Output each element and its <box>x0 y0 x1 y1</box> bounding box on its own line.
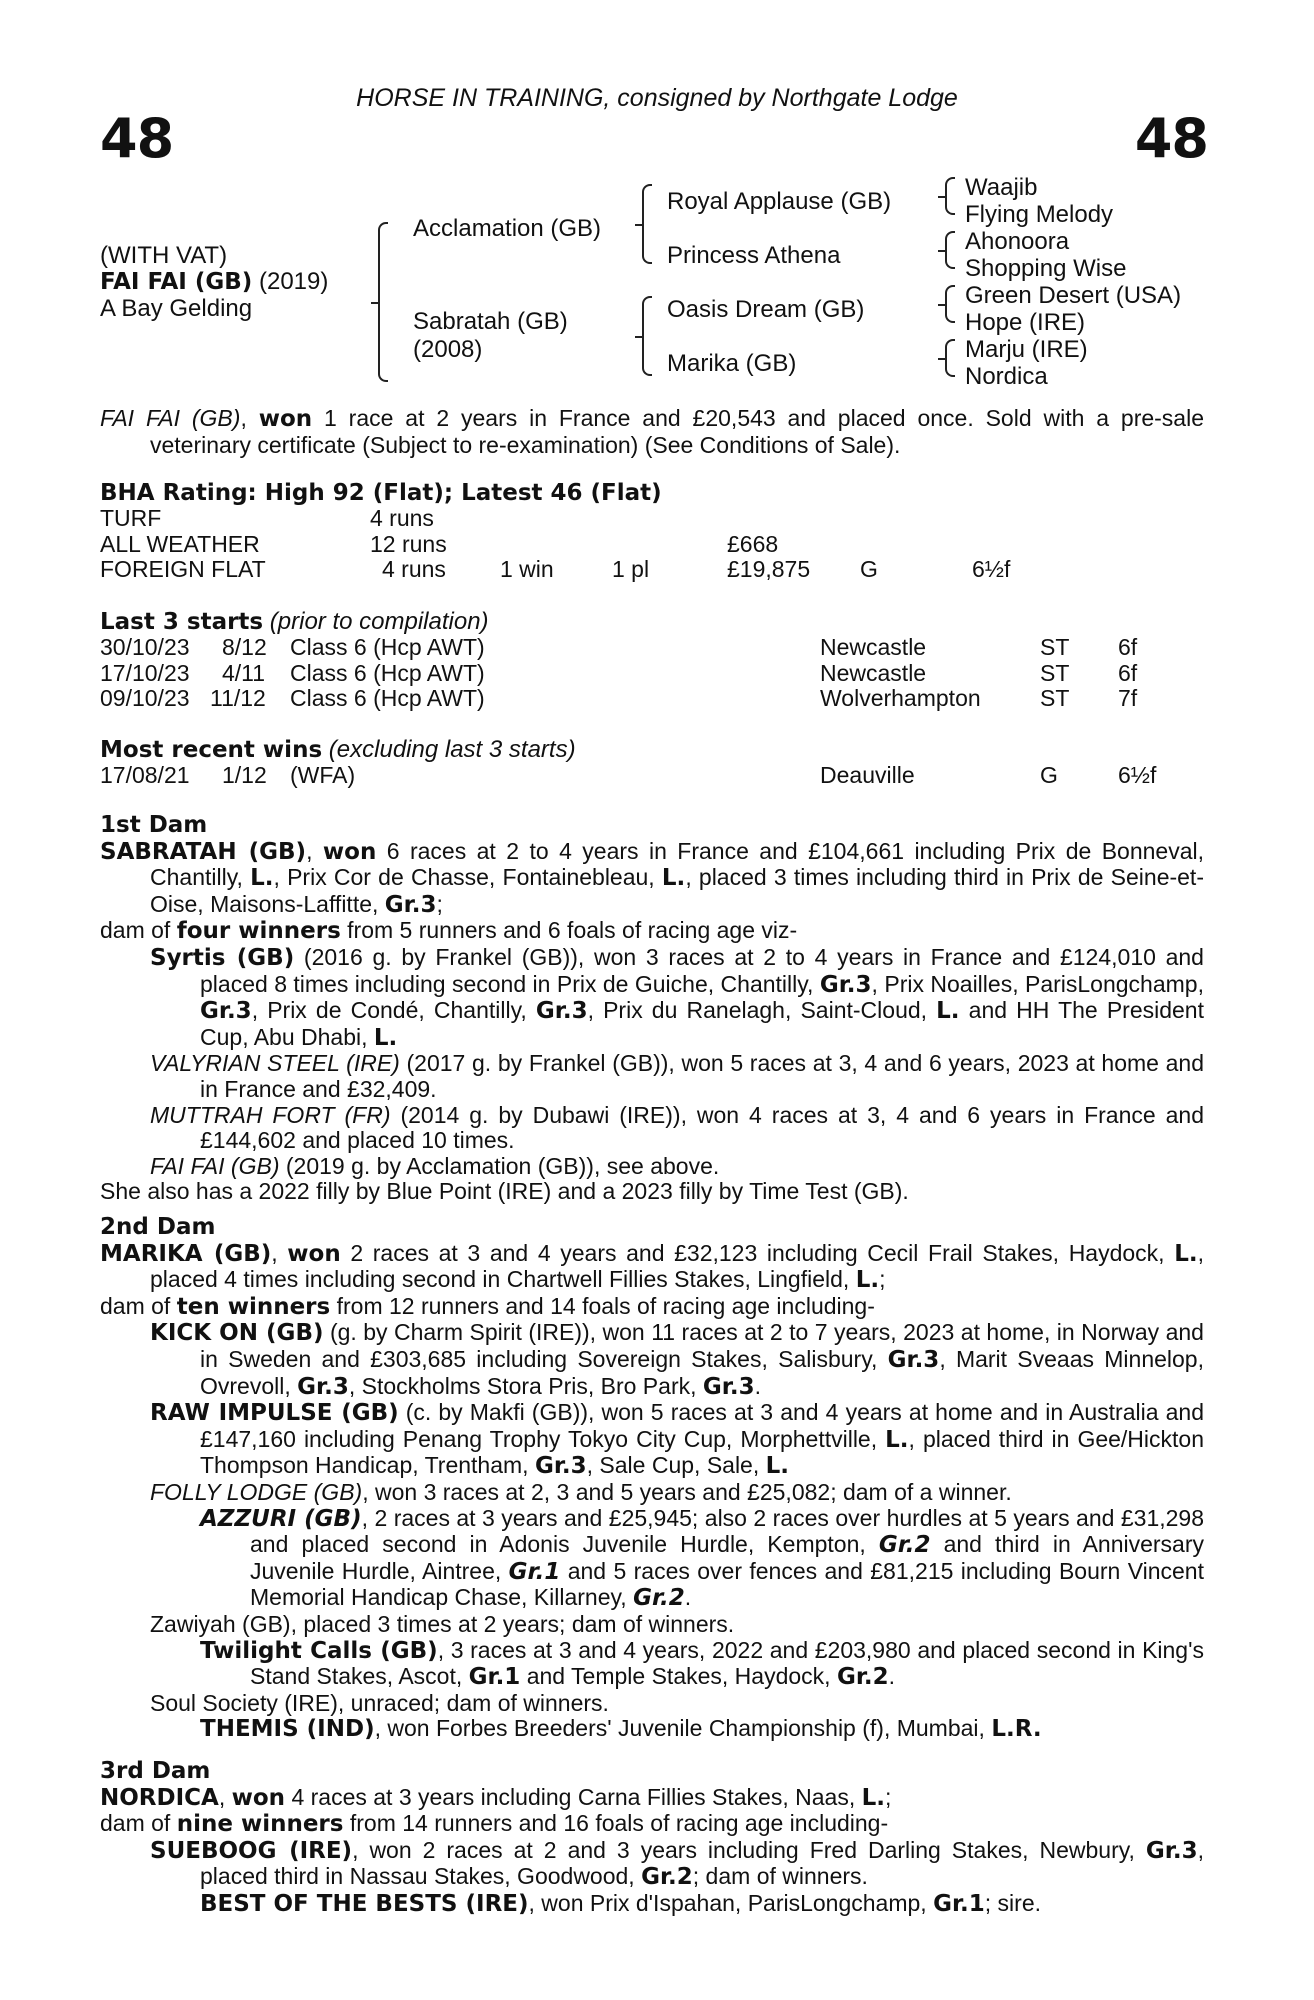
vat-label: (WITH VAT) <box>100 242 228 269</box>
start-row <box>100 660 1204 686</box>
progeny-entry: Soul Society (IRE), unraced; dam of winners. <box>150 1689 609 1716</box>
dam-year: (2008) <box>413 336 483 363</box>
rating-surface: TURF <box>100 505 162 531</box>
sire-dam: Princess Athena <box>667 242 841 269</box>
rating-table <box>100 505 1204 582</box>
win-class: (WFA) <box>290 762 356 788</box>
win-row <box>100 762 1204 788</box>
start-course: Newcastle <box>820 659 927 686</box>
start-class: Class 6 (Hcp AWT) <box>290 634 485 660</box>
horse-name: FAI FAI (GB) <box>100 269 253 295</box>
start-position: 11/12 <box>210 685 266 712</box>
last3-heading: Last 3 starts (prior to compilation) <box>100 608 489 635</box>
dam-name: NORDICA <box>100 1784 219 1811</box>
start-class: Class 6 (Hcp AWT) <box>290 685 485 712</box>
first-dam-heading: 1st Dam <box>100 812 208 838</box>
horse-year: (2019) <box>252 268 329 295</box>
recent-table <box>100 762 1204 788</box>
gg-2: Flying Melody <box>965 201 1114 228</box>
rating-row <box>100 556 1204 582</box>
gg-5: Green Desert (USA) <box>965 282 1182 309</box>
start-distance: 6f <box>1118 659 1138 686</box>
start-going: ST <box>1040 659 1070 686</box>
progeny-entry: FOLLY LODGE (GB), won 3 races at 2, 3 and 5 years and £25,082; dam of a winner. <box>150 1478 1012 1505</box>
gg-3: Ahonoora <box>965 228 1070 255</box>
progeny-entry: Twilight Calls (GB), 3 races at 3 and 4 years, 2022 and £203,980 and placed second in King's Stand Stakes, Ascot, Gr.1 and Temple Stakes, Haydock, Gr.2. <box>200 1636 1204 1691</box>
rating-distance: 6½f <box>972 556 1011 583</box>
gg-7: Marju (IRE) <box>965 336 1088 363</box>
win-date: 17/08/21 <box>100 762 190 788</box>
third-dam-heading: 3rd Dam <box>100 1758 211 1784</box>
rating-going: G <box>860 556 878 583</box>
sire-sire: Royal Applause (GB) <box>667 188 892 215</box>
dam-sire: Oasis Dream (GB) <box>667 296 865 323</box>
start-date: 30/10/23 <box>100 634 190 660</box>
summary-won: won <box>258 406 313 432</box>
rating-surface: FOREIGN FLAT <box>100 556 266 583</box>
summary-name: FAI FAI (GB) <box>100 405 241 431</box>
start-going: ST <box>1040 685 1070 712</box>
start-class: Class 6 (Hcp AWT) <box>290 659 485 686</box>
lot-number-right: 48 <box>1134 107 1208 170</box>
start-distance: 7f <box>1118 685 1138 712</box>
progeny-entry: FAI FAI (GB) (2019 g. by Acclamation (GB)), see above. <box>150 1152 720 1179</box>
rating-surface: ALL WEATHER <box>100 530 260 557</box>
start-course: Newcastle <box>820 634 927 660</box>
brace-parents <box>378 222 388 382</box>
progeny-entry: Syrtis (GB) (2016 g. by Frankel (GB)), won 3 races at 2 to 4 years in France and £124,010 and placed 8 times including second in Prix de Guiche, Chantilly, Gr.3, Prix Noailles, ParisLongchamp, Gr.3, Prix de Condé, Chantilly, Gr.3, Prix du Ranelagh, Saint-Cloud, L. and HH The President Cup, Abu Dhabi, L. <box>150 943 1204 1051</box>
start-row <box>100 634 1204 660</box>
start-going: ST <box>1040 634 1070 660</box>
second-dam-section: 2nd Dam MARIKA (GB), won 2 races at 3 and 4 years and £32,123 including Cecil Frail Stakes, Haydock, L., placed 4 times including second in Chartwell Fillies Stakes, Lingfield, L.; dam of ten winners from 12 runners and 14 foals of racing age including- KICK ON (GB) (g. by Charm Spirit (IRE)), won 11 races at 2 to 7 years, 2023 at home, in Norway and in Sweden and £303,685 including Sovereign Stakes, Salisbury, Gr.3, Marit Sveaas Minnelop, Ovrevoll, Gr.3, Stockholms Stora Pris, Bro Park, Gr.3. RAW IMPULSE (GB) (c. by Makfi (GB)), won 5 races at 3 and 4 years at home and in Australia and £147,160 including Penang Trophy Tokyo City Cup, Morphettville, L., placed third in Gee/Hickton Thompson Handicap, Trentham, Gr.3, Sale Cup, Sale, L. FOLLY LODGE (GB), won 3 races at 2, 3 and 5 years and £25,082; dam of a winner. AZZURI (GB), 2 races at 3 years and £25,945; also 2 races over hurdles at 5 years and £31,298 and placed second in Adonis Juvenile Hurdle, Kempton, Gr.2 and third in Anniversary Juvenile Hurdle, Aintree, Gr.1 and 5 races over fences and £81,215 including Bourn Vincent Memorial Handicap Chase, Killarney, Gr.2. Zawiyah (GB), placed 3 times at 2 years; dam of winners. Twilight Calls (GB), 3 races at 3 and 4 years, 2022 and £203,980 and placed second in King's Stand Stakes, Ascot, Gr.1 and Temple Stakes, Haydock, Gr.2. Soul Society (IRE), unraced; dam of winners. THEMIS (IND), won Forbes Breeders' Juvenile Championship (f), Mumbai, L.R. <box>100 1214 1205 1743</box>
rating-runs: 4 runs <box>382 556 446 583</box>
progeny-entry: Zawiyah (GB), placed 3 times at 2 years; dam of winners. <box>150 1610 735 1637</box>
dam-name: MARIKA (GB) <box>100 1240 272 1267</box>
brace-gg4 <box>945 339 955 377</box>
gg-4: Shopping Wise <box>965 255 1127 282</box>
rating-runs: 4 runs <box>370 505 434 531</box>
brace-gg3 <box>945 285 955 323</box>
progeny-entry: RAW IMPULSE (GB) (c. by Makfi (GB)), won 5 races at 3 and 4 years at home and in Australia and £147,160 including Penang Trophy Tokyo City Cup, Morphettville, L., placed third in Gee/Hickton Thompson Handicap, Trentham, Gr.3, Sale Cup, Sale, L. <box>150 1399 1204 1480</box>
page-title: HORSE IN TRAINING, consigned by Northgate Lodge <box>356 84 958 112</box>
rating-placed: 1 pl <box>612 556 650 583</box>
gg-6: Hope (IRE) <box>965 309 1086 336</box>
horse-title <box>100 270 328 294</box>
also-note: She also has a 2022 filly by Blue Point (IRE) and a 2023 filly by Time Test (GB). <box>100 1178 909 1205</box>
start-position: 8/12 <box>222 634 267 660</box>
brace-gg2 <box>945 231 955 269</box>
brace-gg1 <box>945 177 955 215</box>
dam-dam: Marika (GB) <box>667 350 797 377</box>
third-dam-section: 3rd Dam NORDICA, won 4 races at 3 years including Carna Fillies Stakes, Naas, L.; dam of nine winners from 14 runners and 16 foals of racing age including- SUEBOOG (IRE), won 2 races at 2 and 3 years including Fred Darling Stakes, Newbury, Gr.3, placed third in Nassau Stakes, Goodwood, Gr.2; dam of winners. BEST OF THE BESTS (IRE), won Prix d'Ispahan, ParisLongchamp, Gr.1; sire. <box>100 1758 1204 1917</box>
rating-prize: £19,875 <box>727 556 811 583</box>
gg-1: Waajib <box>965 174 1038 201</box>
win-course: Deauville <box>820 762 915 788</box>
progeny-entry: MUTTRAH FORT (FR) (2014 g. by Dubawi (IRE)), won 4 races at 3, 4 and 6 years in France and £144,602 and placed 10 times. <box>150 1101 1204 1154</box>
lot-number-left: 48 <box>100 107 174 170</box>
second-dam-heading: 2nd Dam <box>100 1214 216 1240</box>
rating-prize: £668 <box>727 530 779 557</box>
brace-sire-line <box>642 184 652 264</box>
rating-wins: 1 win <box>500 556 554 583</box>
summary-paragraph: FAI FAI (GB), won 1 race at 2 years in France and £20,543 and placed once. Sold with a pre-sale veterinary certificate (Subject to re-examination) (See Conditions of Sale). <box>100 405 1204 458</box>
sire: Acclamation (GB) <box>413 215 602 242</box>
recent-heading: Most recent wins (excluding last 3 starts) <box>100 736 576 763</box>
first-dam-section: 1st Dam SABRATAH (GB), won 6 races at 2 to 4 years in France and £104,661 including Prix de Bonneval, Chantilly, L., Prix Cor de Chasse, Fontainebleau, L., placed 3 times including third in Prix de Seine-et-Oise, Maisons-Laffitte, Gr.3; dam of four winners from 5 runners and 6 foals of racing age viz- Syrtis (GB) (2016 g. by Frankel (GB)), won 3 races at 2 to 4 years in France and £124,010 and placed 8 times including second in Prix de Guiche, Chantilly, Gr.3, Prix Noailles, ParisLongchamp, Gr.3, Prix de Condé, Chantilly, Gr.3, Prix du Ranelagh, Saint-Cloud, L. and HH The President Cup, Abu Dhabi, L. VALYRIAN STEEL (IRE) (2017 g. by Frankel (GB)), won 5 races at 3, 4 and 6 years, 2023 at home and in France and £32,409. MUTTRAH FORT (FR) (2014 g. by Dubawi (IRE)), won 4 races at 3, 4 and 6 years in France and £144,602 and placed 10 times. FAI FAI (GB) (2019 g. by Acclamation (GB)), see above. She also has a 2022 filly by Blue Point (IRE) and a 2023 filly by Time Test (GB). <box>100 812 1205 1205</box>
rating-runs: 12 runs <box>370 530 447 557</box>
start-position: 4/11 <box>222 659 266 686</box>
win-going: G <box>1040 762 1058 788</box>
start-date: 09/10/23 <box>100 685 190 712</box>
start-course: Wolverhampton <box>820 685 981 712</box>
horse-description: A Bay Gelding <box>100 295 253 322</box>
win-distance: 6½f <box>1118 762 1157 788</box>
summary-text: 1 race at 2 years in France and £20,543 and placed once. Sold with a pre-sale veterinary certificate (Subject to re-examination) (See Conditions of Sale). <box>150 405 1204 458</box>
gg-8: Nordica <box>965 363 1048 390</box>
dam-name: SABRATAH (GB) <box>100 838 307 865</box>
start-row <box>100 685 1204 711</box>
last3-table <box>100 634 1204 711</box>
progeny-entry: KICK ON (GB) (g. by Charm Spirit (IRE)), won 11 races at 2 to 7 years, 2023 at home, in Norway and in Sweden and £303,685 including Sovereign Stakes, Salisbury, Gr.3, Marit Sveaas Minnelop, Ovrevoll, Gr.3, Stockholms Stora Pris, Bro Park, Gr.3. <box>150 1319 1204 1400</box>
progeny-entry: VALYRIAN STEEL (IRE) (2017 g. by Frankel (GB)), won 5 races at 3, 4 and 6 years, 2023 at home and in France and £32,409. <box>150 1050 1204 1102</box>
rating-row <box>100 531 1204 557</box>
progeny-entry: AZZURI (GB), 2 races at 3 years and £25,945; also 2 races over hurdles at 5 years and £31,298 and placed second in Adonis Juvenile Hurdle, Kempton, Gr.2 and third in Anniversary Juvenile Hurdle, Aintree, Gr.1 and 5 races over fences and £81,215 including Bourn Vincent Memorial Handicap Chase, Killarney, Gr.2. <box>200 1504 1205 1612</box>
brace-dam-line <box>642 296 652 376</box>
win-position: 1/12 <box>222 762 267 788</box>
start-date: 17/10/23 <box>100 659 190 686</box>
start-distance: 6f <box>1118 634 1138 660</box>
dam: Sabratah (GB) <box>413 308 568 335</box>
rating-row <box>100 505 1204 531</box>
progeny-entry: THEMIS (IND), won Forbes Breeders' Juvenile Championship (f), Mumbai, L.R. <box>200 1715 1042 1743</box>
progeny-entry: BEST OF THE BESTS (IRE), won Prix d'Ispahan, ParisLongchamp, Gr.1; sire. <box>200 1889 1041 1917</box>
progeny-entry: SUEBOOG (IRE), won 2 races at 2 and 3 years including Fred Darling Stakes, Newbury, Gr.3, placed third in Nassau Stakes, Goodwood, Gr.2; dam of winners. <box>150 1836 1204 1891</box>
rating-heading: BHA Rating: High 92 (Flat); Latest 46 (Flat) <box>100 480 662 506</box>
